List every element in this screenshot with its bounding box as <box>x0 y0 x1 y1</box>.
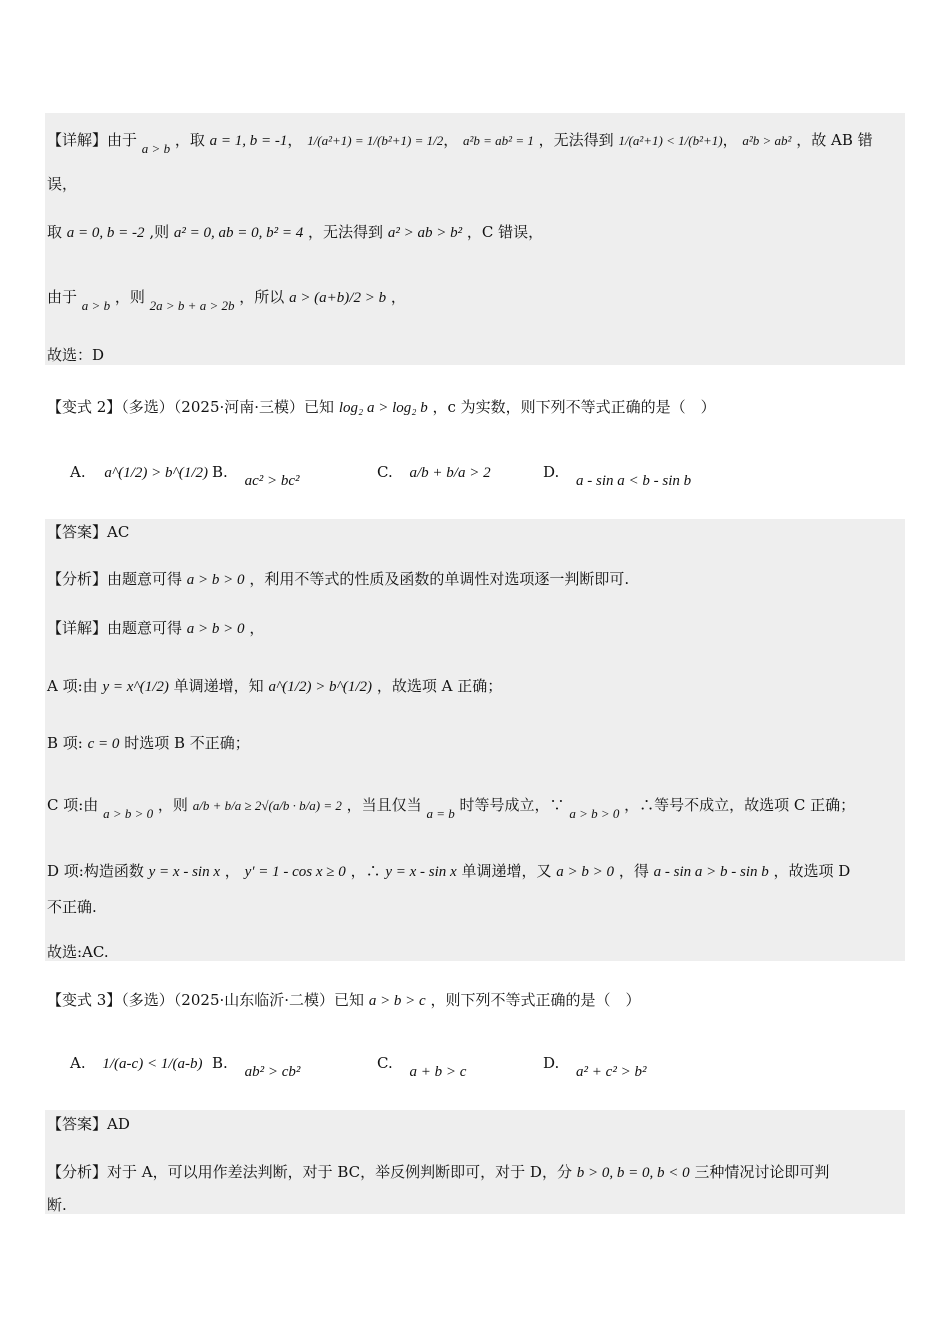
math-cases: b > 0, b = 0, b < 0 <box>576 1165 690 1181</box>
detail-text: B 项: <box>47 734 83 752</box>
math-inequality: a² > ab > b² <box>387 225 463 241</box>
math-result: a > (a+b)/2 > b <box>289 290 387 306</box>
detail-text: ， <box>249 619 265 637</box>
detail-text: 由于 <box>47 288 78 306</box>
q2-option-c[interactable] <box>377 463 491 482</box>
q2-item-c <box>47 795 856 821</box>
detail-text: ，当且仅当 <box>346 796 422 814</box>
detail-text: ， <box>390 288 406 306</box>
detail-line-5: 故选：D <box>47 346 105 364</box>
detail-text: 时等号成立，∵ <box>459 796 565 814</box>
detail-line-2: 误， <box>47 175 78 193</box>
option-expression: a + b > c <box>409 1064 467 1080</box>
math-equality: a = b <box>426 806 455 821</box>
math-condition: a > b <box>81 298 111 313</box>
analysis-text: ，利用不等式的性质及函数的单调性对选项逐一判断即可. <box>249 570 630 588</box>
option-label: D. <box>543 463 560 481</box>
math-function: y = x - sin x <box>385 864 457 880</box>
question-3-title <box>47 990 641 1011</box>
detail-text: ，所以 <box>239 288 285 306</box>
detail-text: ，故选项 A 正确； <box>376 677 503 695</box>
question-text: 【变式 2】（多选）（2025·河南·三模）已知 <box>47 398 335 416</box>
option-expression: 1/(a-c) < 1/(a-b) <box>102 1056 203 1072</box>
q2-item-b <box>47 733 250 754</box>
math-values: a = 0, b = -2 <box>66 225 145 241</box>
option-expression: ab² > cb² <box>244 1064 301 1080</box>
detail-line-3 <box>47 222 543 243</box>
math-condition: a > b > c <box>368 993 426 1009</box>
q2-item-d-line-2: 不正确. <box>47 898 97 916</box>
detail-text: ，则 <box>157 796 188 814</box>
option-expression: a/b + b/a > 2 <box>409 465 491 481</box>
q3-option-c[interactable] <box>377 1054 467 1080</box>
math-function: y = x^(1/2) <box>102 679 169 695</box>
math-condition: a > b > 0 <box>186 621 245 637</box>
q3-analysis-line-2: 断. <box>47 1196 67 1214</box>
detail-text: ， <box>224 862 240 880</box>
q2-item-d <box>47 861 850 882</box>
detail-text: ，故选项 D <box>773 862 851 880</box>
q2-item-a <box>47 676 502 697</box>
question-text: ，则下列不等式正确的是（ ） <box>430 991 641 1009</box>
option-label: C. <box>377 1054 393 1072</box>
detail-text: C 项:由 <box>47 796 99 814</box>
detail-text: 【详解】由题意可得 <box>47 619 183 637</box>
analysis-text: 【分析】对于 A，可以用作差法判断，对于 BC，举反例判断即可，对于 D，分 <box>47 1163 572 1181</box>
q2-final-choice: 故选:AC. <box>47 943 109 961</box>
math-inequality: a²b > ab² <box>742 133 792 148</box>
option-expression: a - sin a < b - sin b <box>576 473 692 489</box>
detail-text: 【详解】由于 <box>47 131 138 149</box>
detail-text: ，无法得到 <box>538 131 614 149</box>
math-equation: a² = 0, ab = 0, b² = 4 <box>173 225 304 241</box>
detail-text: ,则 <box>149 223 170 241</box>
detail-text: ，∴ <box>350 862 381 880</box>
option-label: A. <box>70 1054 86 1072</box>
detail-text: 取 <box>47 223 63 241</box>
detail-text: ，得 <box>618 862 649 880</box>
detail-text: 单调递增，又 <box>461 862 552 880</box>
detail-text: 单调递增，知 <box>173 677 264 695</box>
q3-analysis <box>47 1162 829 1183</box>
detail-text: D 项:构造函数 <box>47 862 144 880</box>
math-inequality: 2a > b + a > 2b <box>149 298 235 313</box>
question-text: ，c 为实数，则下列不等式正确的是（ ） <box>432 398 716 416</box>
q2-option-a[interactable] <box>70 463 208 482</box>
option-label: D. <box>543 1054 560 1072</box>
q3-option-b[interactable] <box>212 1054 301 1080</box>
math-result: a - sin a > b - sin b <box>653 864 769 880</box>
detail-text: ，则 <box>114 288 145 306</box>
detail-text: A 项:由 <box>47 677 98 695</box>
question-text: 【变式 3】（多选）（2025·山东临沂·二模）已知 <box>47 991 365 1009</box>
q3-option-d[interactable] <box>543 1054 647 1080</box>
math-condition: a > b > 0 <box>103 806 154 821</box>
analysis-text: 【分析】由题意可得 <box>47 570 183 588</box>
math-function: y = x - sin x <box>148 864 220 880</box>
detail-text: ，∴等号不成立，故选项 C 正确； <box>624 796 856 814</box>
detail-text: ，无法得到 <box>308 223 384 241</box>
option-label: B. <box>212 463 228 481</box>
math-condition: a > b > 0 <box>556 864 615 880</box>
q3-answer: 【答案】AD <box>47 1115 130 1133</box>
q2-answer: 【答案】AC <box>47 523 130 541</box>
q2-detail <box>47 618 264 639</box>
option-expression: a^(1/2) > b^(1/2) <box>104 465 208 481</box>
question-2-title <box>47 397 716 418</box>
detail-text: ，C 错误， <box>466 223 544 241</box>
option-label: A. <box>70 463 86 481</box>
option-label: C. <box>377 463 393 481</box>
math-values: a = 1, b = -1 <box>209 133 288 149</box>
detail-text: ，取 <box>174 131 205 149</box>
detail-text: 时选项 B 不正确； <box>124 734 250 752</box>
math-fraction-equation: 1/(a²+1) = 1/(b²+1) = 1/2 <box>307 133 444 148</box>
detail-line-1: 【详解】由于 a > b ，取 a = 1, b = -1， 1/(a²+1) = 1/(b²+1) = 1/2， a²b = ab² = 1 ，无法得到 1/(a²+1) < 1/(b²+1)， a²b > ab² ，故 AB 错 <box>47 131 873 156</box>
math-inequality: a^(1/2) > b^(1/2) <box>268 679 373 695</box>
detail-line-4 <box>47 287 406 313</box>
math-condition: a > b > 0 <box>569 806 620 821</box>
math-condition: c = 0 <box>87 736 120 752</box>
q2-analysis <box>47 569 629 590</box>
option-expression: a² + c² > b² <box>576 1064 647 1080</box>
analysis-text: 三种情况讨论即可判 <box>694 1163 830 1181</box>
option-expression: ac² > bc² <box>244 473 300 489</box>
option-label: B. <box>212 1054 228 1072</box>
math-condition: log₂ a > log₂ b <box>338 400 428 416</box>
math-product: a²b = ab² = 1 <box>463 133 534 148</box>
detail-text: ，故 AB 错 <box>796 131 873 149</box>
q2-option-d[interactable] <box>543 463 692 489</box>
q3-option-a[interactable] <box>70 1054 202 1073</box>
math-condition: a > b > 0 <box>186 572 245 588</box>
math-condition: a > b <box>141 141 171 156</box>
math-derivative: y′ = 1 - cos x ≥ 0 <box>244 864 346 880</box>
q2-option-b[interactable] <box>212 463 300 489</box>
math-inequality: 1/(a²+1) < 1/(b²+1) <box>618 133 723 148</box>
math-inequality: a/b + b/a ≥ 2√(a/b · b/a) = 2 <box>192 798 342 813</box>
